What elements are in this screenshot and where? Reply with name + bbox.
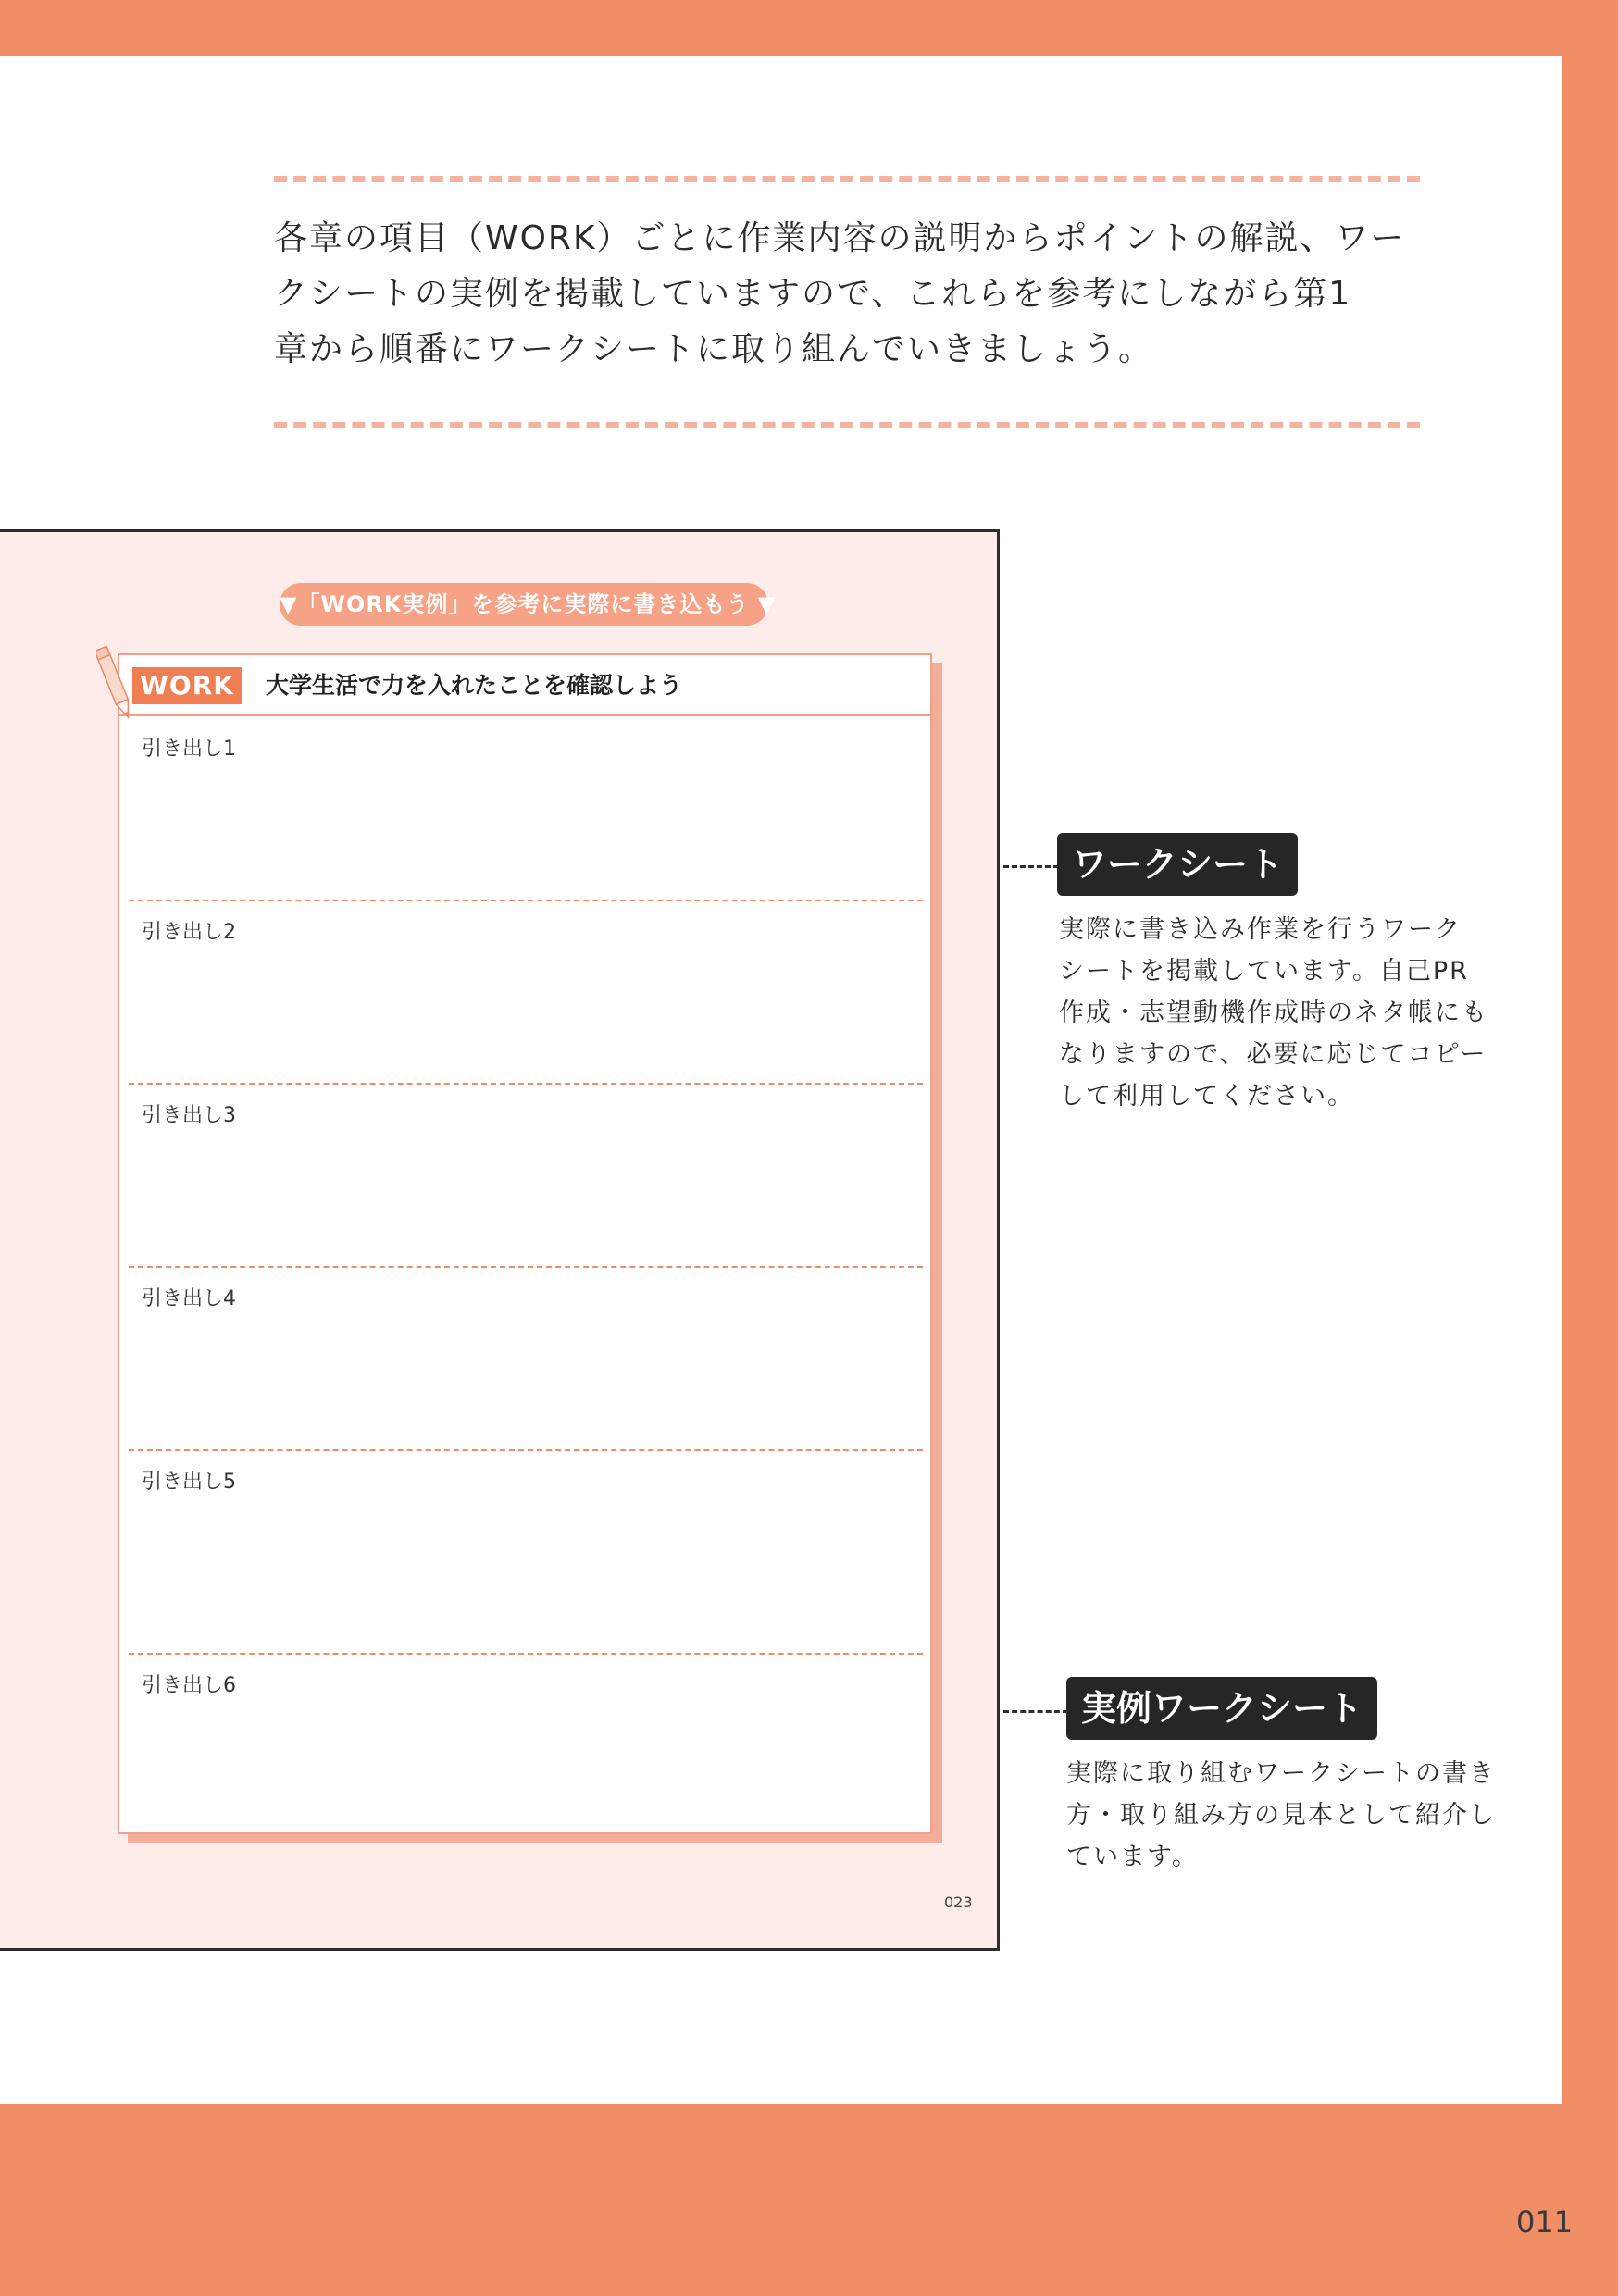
drawer-row-4 <box>129 1266 923 1449</box>
intro-text <box>274 211 1431 378</box>
drawer-label: 引き出し3 <box>142 1104 236 1127</box>
drawer-label: 引き出し4 <box>142 1287 236 1310</box>
intro-line: クシートの実例を掲載していますので、これらを参考にしながら第1 <box>274 275 1352 313</box>
callout-body-sample-worksheet <box>1066 1753 1496 1878</box>
drawer-row-1 <box>129 716 923 901</box>
drawer-row-3 <box>129 1083 923 1266</box>
worksheet-header <box>119 655 930 716</box>
callout-tag-worksheet: ワークシート <box>1057 833 1298 896</box>
worksheet <box>118 653 932 1834</box>
connector-line <box>1003 1710 1068 1713</box>
drawer-row-2 <box>129 900 923 1083</box>
drawer-row-6 <box>129 1653 923 1829</box>
drawer-row-5 <box>129 1449 923 1653</box>
callout-body-worksheet <box>1059 909 1488 1117</box>
drawer-label: 引き出し5 <box>142 1471 236 1494</box>
connector-line <box>1003 865 1059 868</box>
bottom-dashed-rule <box>274 422 1420 428</box>
callout-line: シートを掲載しています。自己PR <box>1059 957 1469 986</box>
callout-line: ています。 <box>1066 1843 1199 1871</box>
callout-line: 作成・志望動機作成時のネタ帳にも <box>1059 999 1488 1027</box>
intro-line: 各章の項目（WORK）ごとに作業内容の説明からポイントの解説、ワー <box>274 219 1406 257</box>
callout-line: 方・取り組み方の見本として紹介し <box>1066 1801 1496 1830</box>
callout-line: 実際に取り組むワークシートの書き <box>1066 1759 1496 1788</box>
page-number: 011 <box>1516 2204 1574 2240</box>
top-dashed-rule <box>274 176 1420 182</box>
drawer-label: 引き出し2 <box>142 921 236 944</box>
drawer-label: 引き出し6 <box>142 1674 236 1697</box>
work-badge: WORK <box>132 667 242 704</box>
callout-line: なりますので、必要に応じてコピー <box>1059 1040 1487 1069</box>
drawer-label: 引き出し1 <box>142 738 236 761</box>
callout-line: 実際に書き込み作業を行うワーク <box>1059 915 1462 944</box>
callout-line: して利用してください。 <box>1059 1082 1354 1111</box>
instruction-pill: ▼「WORK実例」を参考に実際に書き込もう ▼ <box>280 583 768 626</box>
pencil-icon <box>96 642 133 726</box>
intro-line: 章から順番にワークシートに取り組んでいきましょう。 <box>274 330 1154 368</box>
worksheet-title: 大学生活で力を入れたことを確認しよう <box>266 672 683 699</box>
callout-tag-sample-worksheet: 実例ワークシート <box>1066 1677 1377 1740</box>
sample-page-number: 023 <box>944 1893 973 1911</box>
